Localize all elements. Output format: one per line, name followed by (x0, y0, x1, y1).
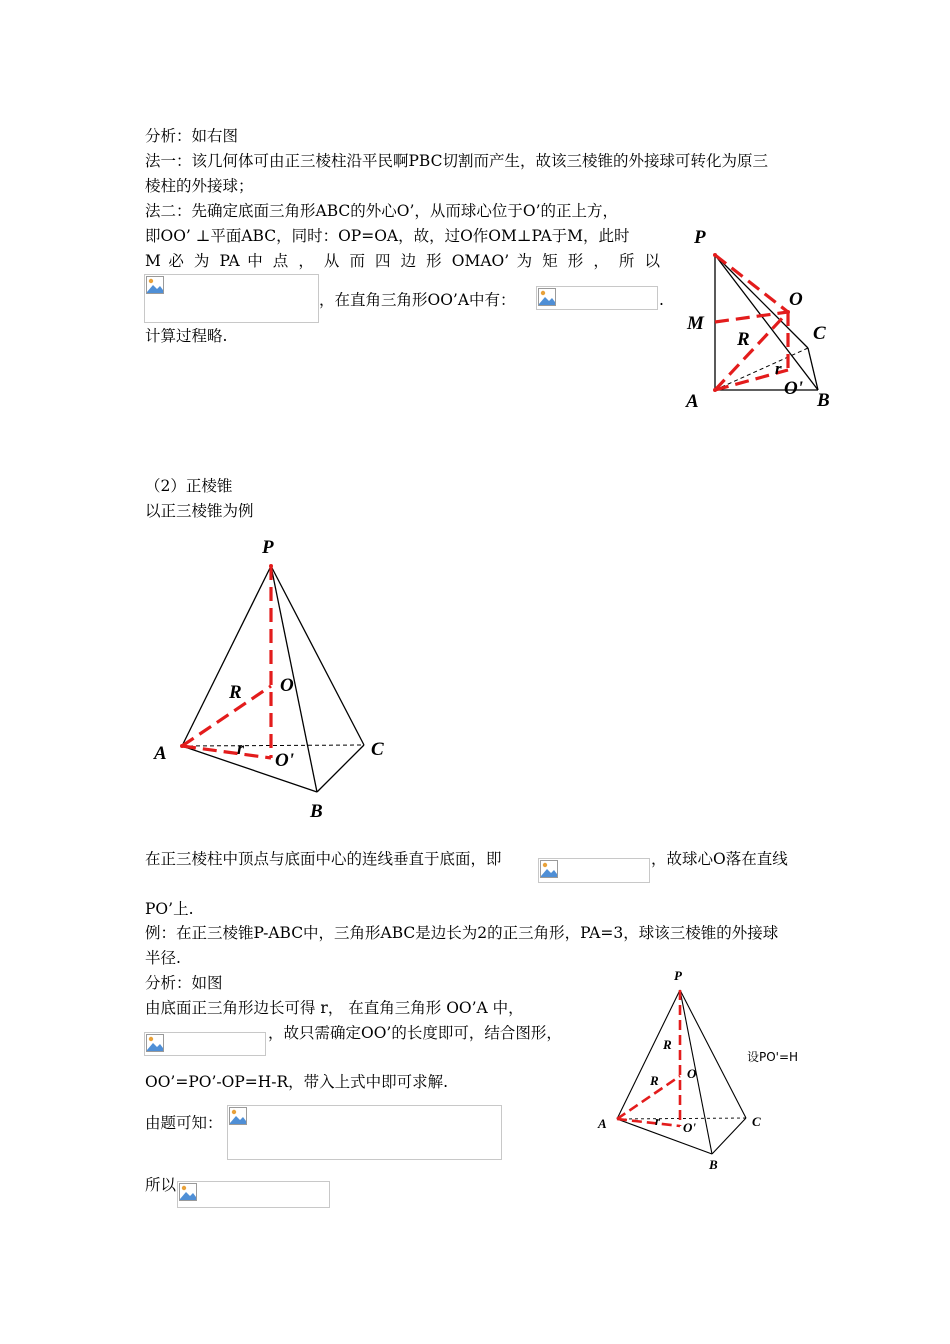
example-line2: 半径. (145, 949, 181, 967)
label-O: O (280, 675, 294, 696)
label-B: B (310, 801, 323, 822)
example-line1: 例：在正三棱锥P-ABC中，三角形ABC是边长为2的正三角形，PA=3，球该三棱锥的外接球 (145, 924, 779, 942)
method2-line4-end: . (659, 291, 664, 309)
pyramid-figure-2 (150, 530, 410, 830)
label-O: O (687, 1066, 697, 1081)
broken-image-icon (146, 276, 164, 294)
label-O-prime: O' (683, 1120, 696, 1135)
formula-image (227, 1105, 502, 1160)
height-note: 设PO'=H (747, 1050, 799, 1064)
therefore-label: 所以 (145, 1176, 177, 1194)
method2-line3: M 必 为 PA 中 点 ， 从 而 四 边 形 OMAO’ 为 矩 形 ， 所 以 (145, 252, 660, 270)
analysis-line: 分析：如右图 (145, 127, 239, 145)
label-B: B (709, 1157, 718, 1172)
method1-line1: 法一：该几何体可由正三棱柱沿平民啊PBC切割而产生，故该三棱锥的外接球可转化为原三 (145, 152, 768, 170)
label-P: P (694, 227, 706, 248)
label-O: O (789, 289, 803, 310)
given-label: 由题可知： (145, 1114, 223, 1132)
method2-line2: 即OO’ ⊥平面ABC，同时：OP=OA，故，过O作OM⊥PA于M，此时 (145, 227, 630, 245)
method1-line2: 棱柱的外接球； (145, 177, 254, 195)
label-r: r (237, 738, 245, 758)
para1-b: ，故球心O落在直线 (651, 850, 788, 868)
para1-a: 在正三棱柱中顶点与底面中心的连线垂直于底面，即 (145, 850, 502, 868)
label-P: P (262, 537, 274, 558)
analysis-line2: 由底面正三角形边长可得 r， 在直角三角形 OO’A 中， (145, 999, 524, 1017)
formula-image (177, 1181, 330, 1208)
label-r: r (655, 1113, 661, 1128)
label-C: C (371, 739, 384, 760)
broken-image-icon (146, 1034, 164, 1052)
label-M: M (687, 313, 704, 334)
label-O-prime: O' (275, 750, 294, 771)
label-R: R (737, 329, 750, 350)
analysis-line3: ，故只需确定OO’的长度即可，结合图形， (268, 1024, 562, 1042)
pyramid-figure-3 (590, 960, 810, 1180)
formula-image (538, 858, 650, 883)
label-P: P (674, 968, 682, 983)
label-R: R (229, 682, 242, 703)
broken-image-icon (538, 288, 556, 306)
formula-image (144, 274, 319, 323)
formula-image (536, 286, 658, 310)
label-R: R (650, 1073, 659, 1088)
method2-line4-mid: ，在直角三角形OO’A中有： (319, 291, 516, 309)
label-B: B (817, 390, 830, 411)
broken-image-icon (179, 1183, 197, 1201)
broken-image-icon (540, 860, 558, 878)
para1-c: PO’上. (145, 900, 194, 918)
analysis-line: 分析：如图 (145, 974, 223, 992)
label-A: A (154, 743, 167, 764)
label-O-prime: O' (784, 378, 803, 399)
label-r: r (775, 359, 782, 378)
label-A: A (598, 1116, 607, 1131)
method2-line1: 法二：先确定底面三角形ABC的外心O’，从而球心位于O’的正上方， (145, 202, 619, 220)
calc-omitted: 计算过程略. (145, 327, 228, 345)
section-subheading: 以正三棱锥为例 (145, 502, 254, 520)
pyramid-figure-1 (680, 220, 850, 420)
label-C: C (752, 1114, 761, 1129)
broken-image-icon (229, 1107, 247, 1125)
analysis-line4: OO’=PO’-OP=H-R，带入上式中即可求解. (145, 1073, 449, 1091)
label-C: C (813, 323, 826, 344)
section-heading: （2）正棱锥 (145, 477, 233, 495)
label-R-upper: R (663, 1037, 672, 1052)
formula-image (144, 1032, 266, 1056)
label-A: A (686, 391, 699, 412)
